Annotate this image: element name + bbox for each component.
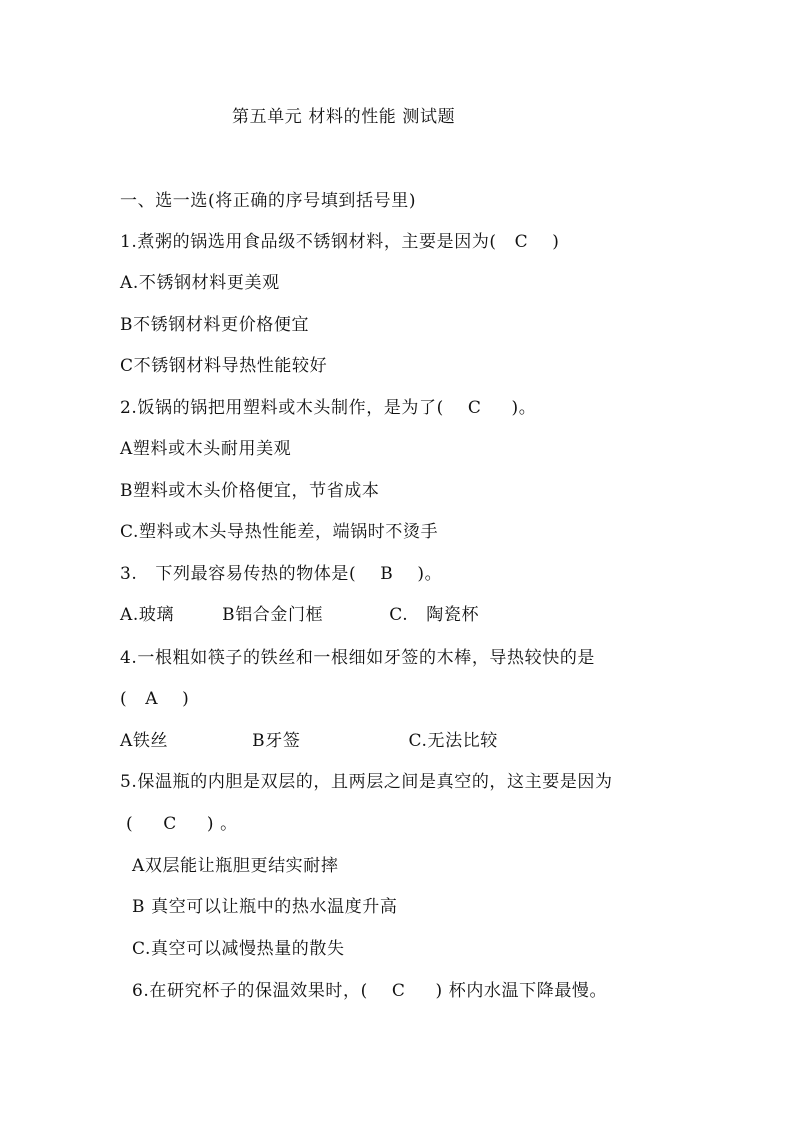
q1-option-a: A.不锈钢材料更美观 [120,273,280,293]
q2-option-b: B塑料或木头价格便宜，节省成本 [120,481,380,501]
question-4: 4.一根粗如筷子的铁丝和一根细如牙签的木棒，导热较快的是 [120,648,596,668]
page-title: 第五单元 材料的性能 测试题 [232,107,456,127]
question-1: 1.煮粥的锅选用食品级不锈钢材料，主要是因为( C ) [120,232,560,252]
q3-options: A.玻璃 B铝合金门框 C. 陶瓷杯 [120,605,480,625]
question-6: 6.在研究杯子的保温效果时，( C ) 杯内水温下降最慢。 [120,981,608,1001]
q2-option-a: A塑料或木头耐用美观 [120,439,292,459]
q1-option-c: C不锈钢材料导热性能较好 [120,356,328,376]
q5-option-c: C.真空可以减慢热量的散失 [120,939,345,959]
question-4-answer: ( A ) [120,689,190,709]
q5-option-b: B 真空可以让瓶中的热水温度升高 [120,897,398,917]
q4-options: A铁丝 B牙签 C.无法比较 [120,731,498,751]
section-heading: 一、选一选(将正确的序号填到括号里) [120,191,417,211]
question-3: 3. 下列最容易传热的物体是( B )。 [120,564,443,584]
question-2: 2.饭锅的锅把用塑料或木头制作，是为了( C )。 [120,398,537,418]
question-5: 5.保温瓶的内胆是双层的，且两层之间是真空的，这主要是因为 [120,772,613,792]
question-5-answer: ( C ) 。 [120,814,238,834]
q5-option-a: A双层能让瓶胆更结实耐摔 [120,856,339,876]
q2-option-c: C.塑料或木头导热性能差，端锅时不烫手 [120,522,439,542]
q1-option-b: B不锈钢材料更价格便宜 [120,315,310,335]
